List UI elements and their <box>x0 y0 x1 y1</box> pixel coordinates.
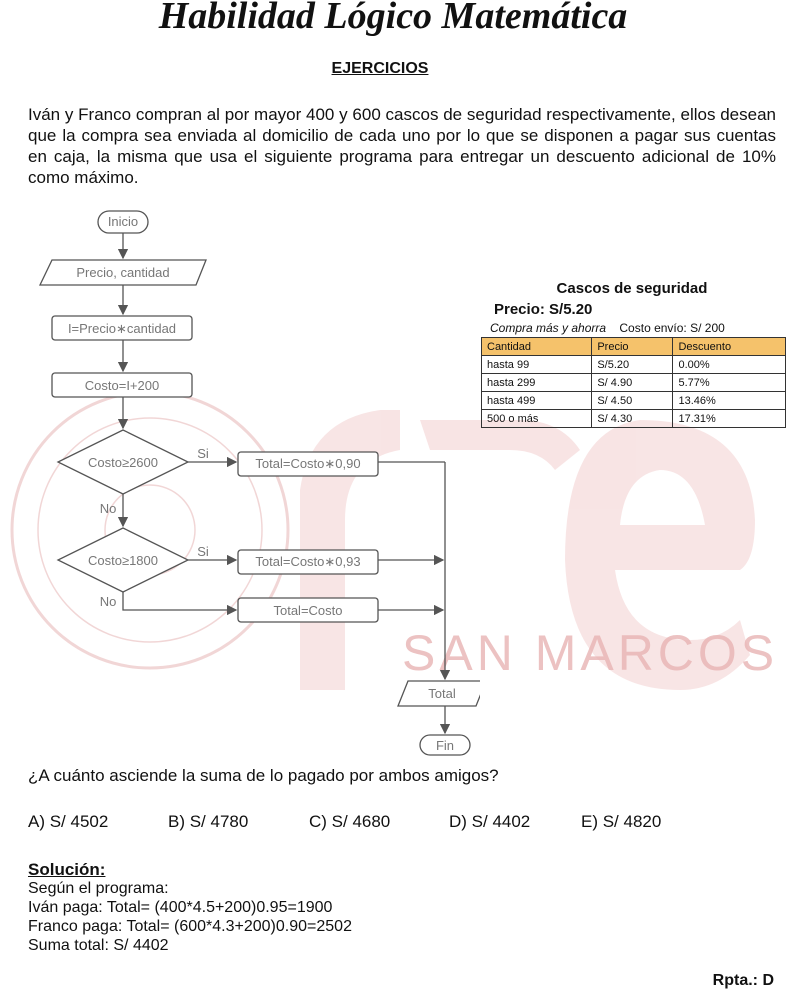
table-cell: 17.31% <box>673 410 786 428</box>
table-cell: hasta 99 <box>482 356 592 374</box>
table-cell: S/ 4.30 <box>592 410 673 428</box>
table-cell: 0.00% <box>673 356 786 374</box>
section-heading: EJERCICIOS <box>331 60 429 77</box>
table-cell: S/ 4.50 <box>592 392 673 410</box>
flowchart <box>0 200 480 760</box>
question: ¿A cuánto asciende la suma de lo pagado por ambos amigos? <box>28 766 499 785</box>
price-table-block <box>484 280 786 428</box>
price-note <box>490 319 780 337</box>
table-cell: S/ 4.90 <box>592 374 673 392</box>
solution-line: Suma total: S/ 4402 <box>28 937 169 954</box>
table-row <box>482 410 786 428</box>
table-cell: 5.77% <box>673 374 786 392</box>
table-header-row <box>482 338 786 356</box>
result2-label: Total=Costo∗0,93 <box>255 554 361 569</box>
solution-line: Franco paga: Total= (600*4.3+200)0.90=2502 <box>28 918 352 935</box>
promo-text: Compra más y ahorra <box>490 321 607 335</box>
solution-line: Según el programa: <box>28 880 169 897</box>
end-label: Fin <box>435 738 455 753</box>
solution-line: Iván paga: Total= (400*4.5+200)0.95=1900 <box>28 899 333 916</box>
shipping-cost-text: Costo envío: S/ 200 <box>619 321 725 335</box>
header-cantidad: Cantidad <box>482 338 592 356</box>
price-table-title: Cascos de seguridad <box>556 280 708 297</box>
output-label: Total <box>428 686 456 701</box>
table-cell: hasta 499 <box>482 392 592 410</box>
choice-a: A) S/ 4502 <box>28 812 109 831</box>
solution <box>28 860 352 955</box>
header-descuento: Descuento <box>673 338 786 356</box>
decision1-label: Costo≥2600 <box>87 455 159 470</box>
page-title: Habilidad Lógico Matemática <box>158 0 628 37</box>
table-row <box>482 356 786 374</box>
choice-e: E) S/ 4820 <box>581 812 662 831</box>
choice-c: C) S/ 4680 <box>309 812 391 831</box>
yes1-label: Si <box>197 446 209 461</box>
header-precio: Precio <box>592 338 673 356</box>
step1-label: I=Precio∗cantidad <box>67 321 177 336</box>
result1-label: Total=Costo∗0,90 <box>255 456 361 471</box>
choice-d: D) S/ 4402 <box>449 812 531 831</box>
table-cell: hasta 299 <box>482 374 592 392</box>
input-label: Precio, cantidad <box>76 265 170 280</box>
table-row <box>482 374 786 392</box>
watermark-text: SAN MARCOS <box>402 625 779 681</box>
answer-label: Rpta.: D <box>712 972 774 989</box>
decision2-label: Costo≥1800 <box>87 553 159 568</box>
no2-label: No <box>99 594 117 609</box>
solution-heading: Solución: <box>28 860 106 879</box>
table-cell: S/5.20 <box>592 356 673 374</box>
yes2-label: Si <box>197 544 209 559</box>
no1-label: No <box>99 501 117 516</box>
price-table <box>481 337 786 428</box>
start-label: Inicio <box>107 214 139 229</box>
problem-statement: Iván y Franco compran al por mayor 400 y 600 cascos de seguridad respectivamente, ellos desean que la compra sea enviada al domicilio de cada uno por lo que se disponen a pagar sus cuentas en caja, la misma que usa el siguiente programa para entregar un descuento adicional de 10% como máximo. <box>28 105 776 187</box>
choice-b: B) S/ 4780 <box>168 812 249 831</box>
result3-label: Total=Costo <box>273 603 343 618</box>
table-row <box>482 392 786 410</box>
table-cell: 500 o más <box>482 410 592 428</box>
price-label: Precio: S/5.20 <box>494 301 593 318</box>
step2-label: Costo=I+200 <box>84 378 160 393</box>
table-cell: 13.46% <box>673 392 786 410</box>
